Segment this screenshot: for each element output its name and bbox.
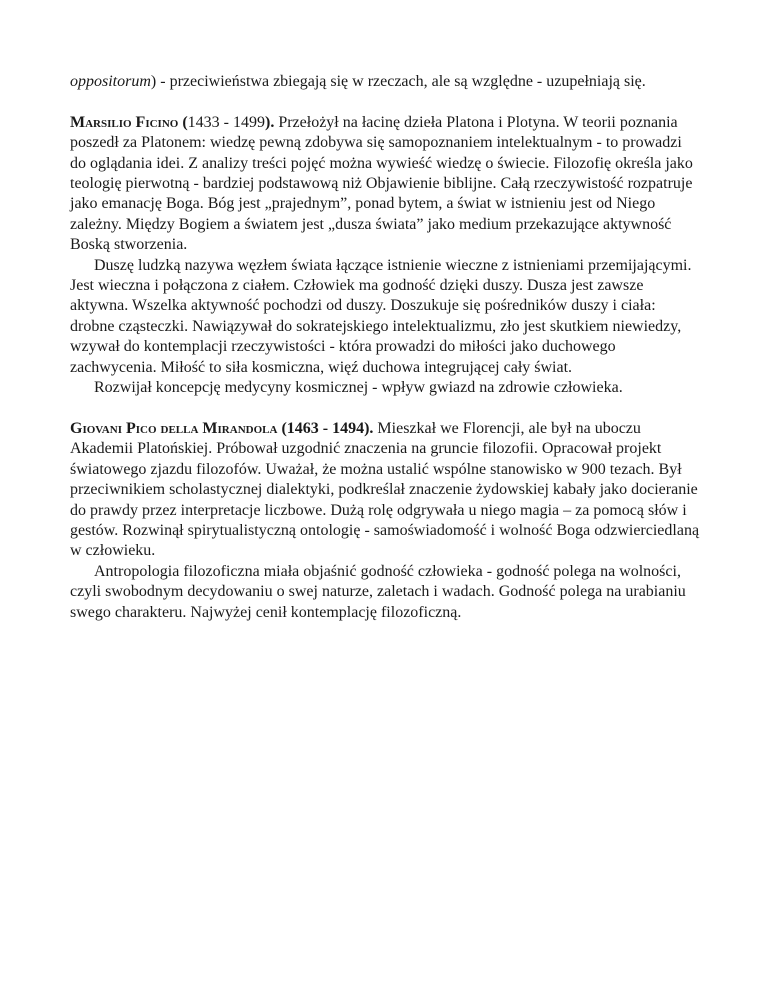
ficino-dates-open: ( [178, 113, 188, 131]
paragraph-gap [70, 398, 700, 418]
intro-text: ) - przeciwieństwa zbiegają się w rzeczach, ale są względne - uzupełniają się. [150, 73, 646, 90]
pico-paragraph-2: Antropologia filozoficzna miała objaśnić godność człowieka - godność polega na wolności, czyli swobodnym decydowaniu o swej naturze, zaletach i wadach. Godność polega na urabianiu swego charakteru. Najwyżej cenił kontemplację filozoficzną. [70, 562, 686, 621]
paragraph-gap [70, 92, 700, 112]
ficino-dates: 1433 - 1499 [187, 113, 265, 131]
pico-paragraph-1 [70, 419, 700, 562]
ficino-paragraph-3: Rozwijał koncepcję medycyny kosmicznej - wpływ gwiazd na zdrowie człowieka. [94, 379, 623, 397]
pico-name: Giovani Pico della Mirandola [70, 419, 278, 437]
ficino-name: Marsilio Ficino [70, 113, 179, 131]
latin-term: oppositorum [70, 73, 151, 90]
ficino-text-1: Przełożył na łacinę dzieła Platona i Plotyna. W teorii poznania poszedł za Platonem: wiedzę pewną zdobywa się samopoznaniem intelektualnym - to prowadzi do oglądania idei. Z analizy treści pojęć można wywieść wiedzę o świecie. Filozofię określa jako teologię pierwotną - bardziej podstawową niż Objawienie biblijne. Całą rzeczywistość rozpatruje jako emanację Boga. Bóg jest „prajednym”, ponad bytem, a świat w istnieniu jest od Niego zależny. Między Bogiem a światem jest „dusza świata” jako medium przekazujące aktywność Boską stworzenia. [70, 113, 693, 254]
ficino-paragraph-1 [70, 113, 700, 256]
pico-dates: (1463 - 1494). [277, 419, 374, 437]
intro-paragraph [70, 72, 700, 92]
ficino-dates-close: ). [265, 113, 275, 131]
document-page [70, 72, 700, 623]
ficino-paragraph-2: Duszę ludzką nazywa węzłem świata łączące istnienie wieczne z istnieniami przemijającymi. Jest wieczna i połączona z ciałem. Człowiek ma godność dzięki duszy. Dusza jest zawsze aktywna. Wszelka aktywność pochodzi od duszy. Doszukuje się pośredników duszy i ciała: drobne cząsteczki. Nawiązywał do sokratejskiego intelektualizmu, zło jest skutkiem niewiedzy, wzywał do kontemplacji rzeczywistości - która prowadzi do miłości jako duchowego zachwycenia. Miłość to siła kosmiczna, więź duchowa integrującej cały świat. [70, 256, 692, 376]
pico-text-1: Mieszkał we Florencji, ale był na uboczu Akademii Platońskiej. Próbował uzgodnić znaczenia na gruncie filozofii. Opracował projekt światowego zjazdu filozofów. Uważał, że można ustalić wspólne stanowisko w 900 tezach. Był przeciwnikiem scholastycznej dialektyki, podkreślał znaczenie żydowskiej kabały jako docieranie do prawdy przez interpretacje liczbowe. Dużą rolę odgrywała u niego magia – za pomocą słów i gestów. Rozwinął spirytualistyczną ontologię - samoświadomość i wolność Boga odzwierciedlaną w człowieku. [70, 419, 700, 560]
